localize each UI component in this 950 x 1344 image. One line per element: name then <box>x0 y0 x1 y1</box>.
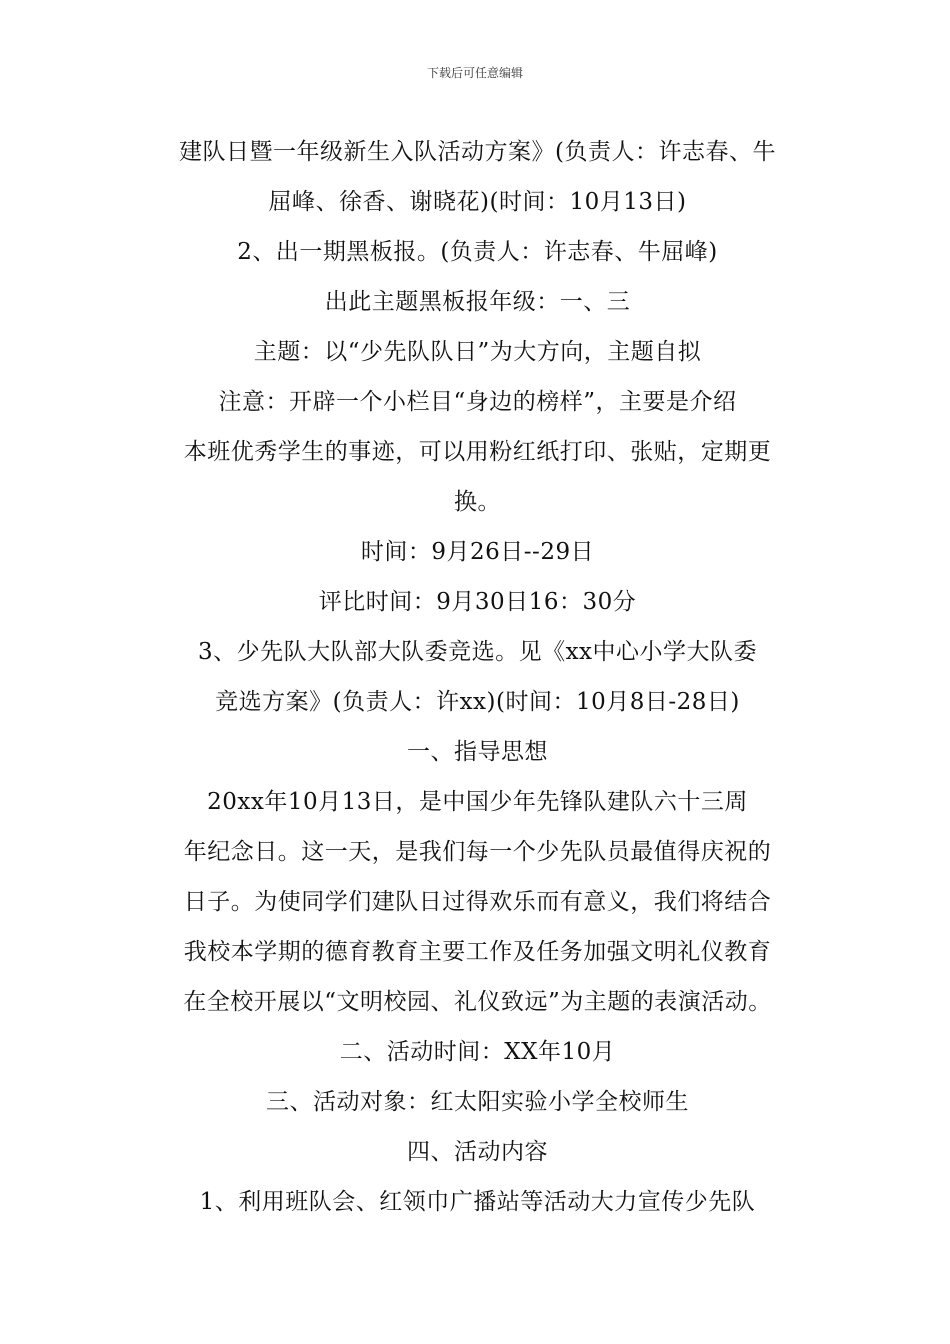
text-line: 主题：以“少先队队日”为大方向，主题自拟 <box>253 339 702 365</box>
text-line: 时间：9月26日--29日 <box>360 539 595 565</box>
text-line: 日子。为使同学们建队日过得欢乐而有意义，我们将结合 <box>183 889 772 915</box>
text-line: 我校本学期的德育教育主要工作及任务加强文明礼仪教育 <box>183 939 772 965</box>
text-line: 评比时间：9月30日16：30分 <box>318 589 637 615</box>
section-heading: 四、活动内容 <box>407 1139 548 1165</box>
text-line: 建队日暨一年级新生入队活动方案》(负责人：许志春、牛 <box>179 139 776 165</box>
section-heading: 一、指导思想 <box>407 739 548 765</box>
text-line: 1、利用班队会、红领巾广播站等活动大力宣传少先队 <box>199 1189 756 1215</box>
text-line: 注意：开辟一个小栏目“身边的榜样”，主要是介绍 <box>218 389 737 415</box>
text-line: 竞选方案》(负责人：许xx)(时间：10月8日-28日) <box>215 689 740 715</box>
text-line: 出此主题黑板报年级：一、三 <box>324 289 631 315</box>
text-line: 年纪念日。这一天，是我们每一个少先队员最值得庆祝的 <box>183 839 772 865</box>
text-line: 3、少先队大队部大队委竞选。见《xx中心小学大队委 <box>197 639 758 665</box>
section-heading: 二、活动时间：XX年10月 <box>339 1039 616 1065</box>
text-line: 20xx年10月13日，是中国少年先锋队建队六十三周 <box>207 789 748 815</box>
document-body <box>150 127 805 1227</box>
page-header: 下载后可任意编辑 <box>426 66 523 80</box>
section-heading: 三、活动对象：红太阳实验小学全校师生 <box>266 1089 689 1115</box>
text-line: 换。 <box>454 489 501 515</box>
text-line: 屈峰、徐香、谢晓花)(时间：10月13日) <box>268 189 687 215</box>
text-line: 在全校开展以“文明校园、礼仪致远”为主题的表演活动。 <box>183 989 772 1015</box>
text-line: 2、出一期黑板报。(负责人：许志春、牛屈峰) <box>237 239 718 265</box>
text-line: 本班优秀学生的事迹，可以用粉红纸打印、张贴，定期更 <box>183 439 772 465</box>
